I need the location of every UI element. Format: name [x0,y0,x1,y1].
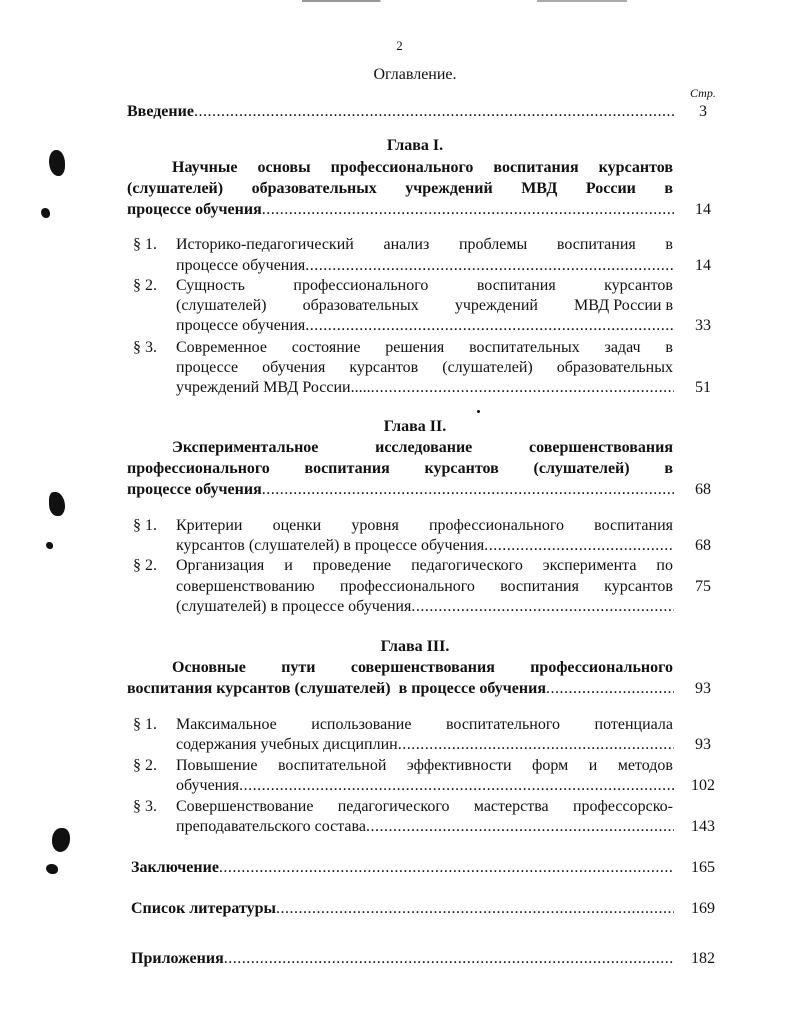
ch3-s2-page: 102 [691,777,715,794]
dot-leader [366,817,674,837]
chapter2-title-line1: Экспериментальное исследование совершенствования [172,439,673,456]
intro-label: Введение [127,103,194,120]
appendices-label: Приложения [131,950,224,967]
chapter2-heading: Глава II. [383,418,447,435]
section-mark: § 2. [133,277,157,294]
dot-leader [305,256,674,276]
section-mark: § 2. [133,757,157,774]
conclusion-page: 165 [691,859,715,876]
page-number: 2 [396,38,403,53]
conclusion-label: Заключение [131,859,219,876]
ch2-s2-page: 75 [695,578,711,595]
chapter1-title-line3: процессе обучения [127,201,262,218]
dot-leader [219,858,674,878]
ink-blot [49,150,65,176]
chapter2-page: 68 [695,481,711,498]
ink-speck [477,410,480,413]
appendices-page: 182 [691,950,715,967]
dot-leader [194,102,674,122]
section-mark: § 2. [133,557,157,574]
dot-leader [224,949,674,969]
dot-leader [484,536,674,556]
ink-blot [41,208,50,218]
ink-blot [52,828,70,852]
ch3-s3-page: 143 [691,818,715,835]
chapter3-title-line2: воспитания курсантов (слушателей) в процессе обучения [127,680,546,697]
dot-leader [276,899,674,919]
chapter3-title-line1: Основные пути совершенствования профессионального [172,659,673,676]
dot-leader [239,776,674,796]
chapter1-title-line1: Научные основы профессионального воспитания курсантов [172,159,673,176]
references-label: Список литературы [131,900,276,917]
toc-title: Оглавление. [373,66,457,83]
dot-leader [262,200,674,220]
dot-leader [411,597,674,617]
section-mark: § 3. [133,339,157,356]
section-mark: § 1. [133,236,157,253]
scanned-page: 2 Оглавление. Стр. Введение ..... 3 Глава I. Научные основы профессионального воспитания курсантов (слушателей) образовательных учреждений МВД России в процессе обучения ..... 14 § 1. Историко-педагогический анализ проблемы воспитания в процессе обучения ..... 14 § 2. Сущность профессионального воспитания курсантов (слушателей) образовательных учреждений МВД России в процессе обучения ..... 33 § 3. Современное состояние решения воспитательных задач в процессе обучения курсантов (слушателей) образовательных учреждений МВД России..... ..... 51 Глава II. Экспериментальное исследование совершенствования профессионального воспитания курсантов (слушателей) в процессе обучения ..... 68 § 1. Критерии оценки уровня профессионального воспитания курсантов (слушателей) в процессе обучения ..... 68 § 2. Организация и проведение педагогического эксперимента по совершенствованию профессионального воспитания курсантов 75 (слушателей) в процессе обучения ..... Глава III. Основные пути совершенствования профессионального воспитания курсантов (слушателей) в процессе обучения ..... 93 § 1. Максимальное использование воспитательного потенциала содержания учебных дисциплин ..... 93 § 2. Повышение воспитательной эффективности форм и методов обучения ..... 102 § 3. Совершенствование педагогического мастерства профессорско- преподавательского состава ..... 143 Заключение ..... 165 Список литературы ..... 169 Приложения ..... 182 [0,0,799,1034]
ch1-s1-page: 14 [695,257,711,274]
dot-leader [371,378,674,398]
chapter1-title-line2: (слушателей) образовательных учреждений МВД России в [127,180,673,197]
ch1-s3-page: 51 [695,379,711,396]
ink-blot [46,864,58,874]
section-mark: § 1. [133,716,157,733]
scan-edge-line [190,0,750,2]
ink-blot [46,542,53,549]
references-page: 169 [691,900,715,917]
ink-blot [49,492,65,516]
dot-leader [398,735,674,755]
section-mark: § 3. [133,798,157,815]
intro-page: 3 [699,103,707,120]
ch3-s1-page: 93 [695,736,711,753]
ch2-s1-page: 68 [695,537,711,554]
section-mark: § 1. [133,517,157,534]
chapter3-heading: Глава III. [380,638,450,655]
dot-leader [305,316,674,336]
chapter2-title-line2: профессионального воспитания курсантов (слушателей) в [127,460,673,477]
dot-leader [262,480,674,500]
chapter1-page: 14 [695,201,711,218]
chapter1-heading: Глава I. [386,137,444,154]
chapter2-title-line3: процессе обучения [127,481,262,498]
chapter3-page: 93 [695,680,711,697]
ch1-s2-page: 33 [695,317,711,334]
dot-leader [546,679,674,699]
page-column-label: Стр. [690,86,716,100]
